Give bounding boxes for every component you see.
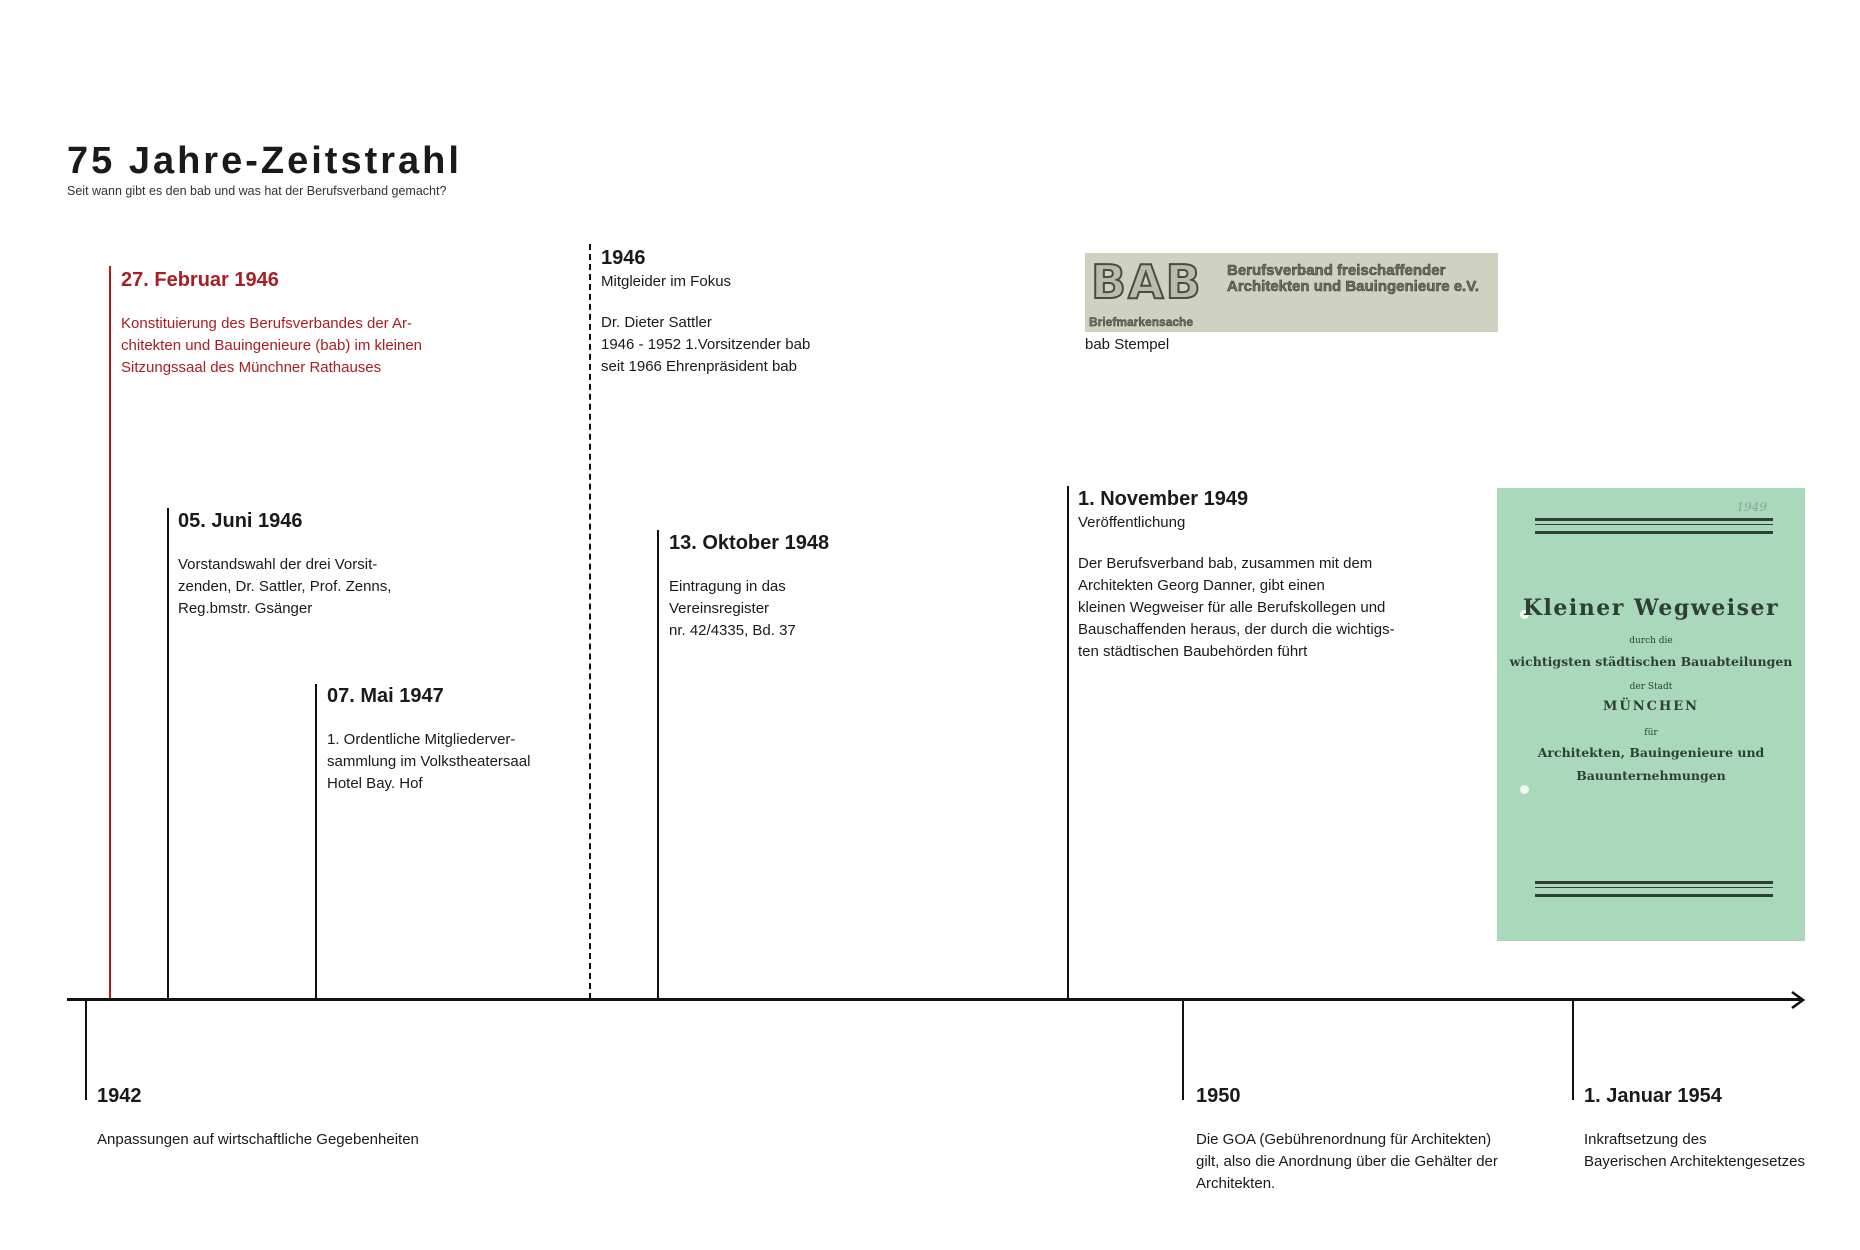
event-1950	[1196, 1084, 1498, 1195]
booklet-small-text: für	[1644, 728, 1658, 738]
booklet-punch-hole	[1520, 785, 1529, 794]
event-description: Inkraftsetzung des Bayerischen Architektengesetzes	[1584, 1131, 1805, 1170]
event-description: Anpassungen auf wirtschaftliche Gegebenheiten	[97, 1131, 419, 1148]
booklet-city: MÜNCHEN	[1602, 699, 1700, 714]
event-date: 1942	[97, 1085, 142, 1107]
event-description: 1. Ordentliche Mitgliederver- sammlung im Volkstheatersaal Hotel Bay. Hof	[327, 731, 531, 792]
timeline-marker-1950	[1182, 1000, 1184, 1100]
timeline-arrow-icon	[1790, 990, 1806, 1010]
timeline-marker-feb1946	[109, 266, 111, 999]
booklet-small-text: der Stadt	[1629, 682, 1673, 692]
timeline-marker-jun1946	[167, 508, 169, 999]
event-tag: Veröffentlichung	[1078, 514, 1186, 531]
booklet-pencil-note: 1949	[1736, 500, 1767, 514]
timeline-marker-1954	[1572, 1000, 1574, 1100]
event-tag: Mitgleider im Fokus	[601, 273, 732, 290]
booklet-line: Bauunternehmungen	[1576, 768, 1726, 783]
event-date: 1. November 1949	[1078, 488, 1249, 510]
stamp-subtext: Briefmarkensache	[1089, 315, 1194, 329]
event-fokus1946	[601, 246, 810, 378]
event-date: 1950	[1196, 1085, 1241, 1107]
page-subtitle: Seit wann gibt es den bab und was hat der Berufsverband gemacht?	[67, 184, 447, 198]
event-okt1948	[669, 531, 829, 642]
timeline-marker-fokus1946	[589, 244, 591, 999]
event-mai1947	[327, 684, 530, 795]
event-nov1949	[1078, 487, 1395, 663]
timeline-marker-nov1949	[1067, 486, 1069, 999]
page-title: 75 Jahre-Zeitstrahl	[67, 140, 462, 182]
booklet-top-rule	[1535, 518, 1773, 534]
timeline-marker-1942	[85, 1000, 87, 1100]
event-jun1946	[178, 509, 391, 620]
timeline-axis	[67, 998, 1802, 1001]
bab-stamp-image	[1085, 253, 1498, 332]
booklet-cover-image	[1497, 488, 1805, 941]
event-description: Der Berufsverband bab, zusammen mit dem Architekten Georg Danner, gibt einen kleinen Wegweiser für alle Berufskollegen und Bauschaffenden heraus, der durch die wichtigs- ten städtischen Baubehörden führt	[1078, 555, 1395, 660]
event-feb1946	[121, 268, 422, 379]
booklet-line: wichtigsten städtischen Bauabteilungen	[1509, 654, 1793, 669]
event-description: Die GOA (Gebührenordnung für Architekten) gilt, also die Anordnung über die Gehälter der Architekten.	[1196, 1131, 1498, 1192]
event-description: Eintragung in das Vereinsregister nr. 42/4335, Bd. 37	[669, 578, 796, 639]
booklet-line: Architekten, Bauingenieure und	[1537, 745, 1765, 760]
event-date: 27. Februar 1946	[121, 269, 279, 291]
timeline-marker-mai1947	[315, 684, 317, 999]
booklet-title: Kleiner Wegweiser	[1522, 595, 1780, 621]
event-date: 05. Juni 1946	[178, 510, 303, 532]
event-1954	[1584, 1084, 1805, 1173]
stamp-caption: bab Stempel	[1085, 336, 1170, 353]
timeline-marker-okt1948	[657, 530, 659, 999]
event-1942	[97, 1084, 419, 1151]
stamp-text: Berufsverband freischaffender Architekten und Bauingenieure e.V.	[1227, 262, 1480, 295]
event-description: Dr. Dieter Sattler 1946 - 1952 1.Vorsitzender bab seit 1966 Ehrenpräsident bab	[601, 314, 811, 375]
booklet-small-text: durch die	[1629, 636, 1673, 646]
event-description: Konstituierung des Berufsverbandes der Ar- chitekten und Bauingenieure (bab) im kleinen Sitzungssaal des Münchner Rathauses	[121, 315, 423, 376]
event-date: 07. Mai 1947	[327, 685, 444, 707]
booklet-bottom-rule	[1535, 881, 1773, 897]
event-description: Vorstandswahl der drei Vorsit- zenden, Dr. Sattler, Prof. Zenns, Reg.bmstr. Gsänger	[178, 556, 392, 617]
event-date: 1946	[601, 247, 646, 269]
stamp-logo: BAB	[1091, 255, 1203, 309]
event-date: 13. Oktober 1948	[669, 532, 830, 554]
event-date: 1. Januar 1954	[1584, 1085, 1722, 1107]
